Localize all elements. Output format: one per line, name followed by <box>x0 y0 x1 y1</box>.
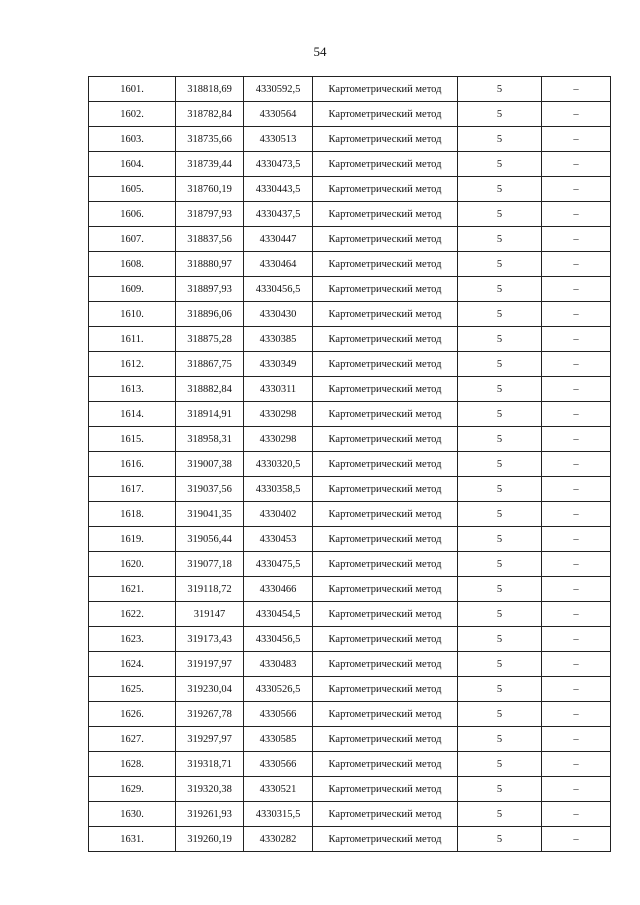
x-coordinate-cell: 319173,43 <box>176 627 244 652</box>
method-cell: Картометрический метод <box>313 602 458 627</box>
accuracy-cell: 5 <box>458 377 542 402</box>
x-coordinate-cell: 318760,19 <box>176 177 244 202</box>
x-coordinate-cell: 319056,44 <box>176 527 244 552</box>
note-cell: – <box>542 177 611 202</box>
table-row <box>89 677 611 702</box>
note-cell: – <box>542 727 611 752</box>
y-coordinate-cell: 4330358,5 <box>244 477 313 502</box>
x-coordinate-cell: 319230,04 <box>176 677 244 702</box>
y-coordinate-cell: 4330521 <box>244 777 313 802</box>
point-number-cell: 1618. <box>89 502 176 527</box>
y-coordinate-cell: 4330298 <box>244 427 313 452</box>
point-number-cell: 1605. <box>89 177 176 202</box>
note-cell: – <box>542 752 611 777</box>
note-cell: – <box>542 527 611 552</box>
accuracy-cell: 5 <box>458 252 542 277</box>
x-coordinate-cell: 318782,84 <box>176 102 244 127</box>
table-row <box>89 152 611 177</box>
point-number-cell: 1610. <box>89 302 176 327</box>
table-row <box>89 602 611 627</box>
point-number-cell: 1616. <box>89 452 176 477</box>
y-coordinate-cell: 4330385 <box>244 327 313 352</box>
y-coordinate-cell: 4330526,5 <box>244 677 313 702</box>
method-cell: Картометрический метод <box>313 127 458 152</box>
method-cell: Картометрический метод <box>313 702 458 727</box>
y-coordinate-cell: 4330298 <box>244 402 313 427</box>
table-row <box>89 177 611 202</box>
point-number-cell: 1620. <box>89 552 176 577</box>
table-row <box>89 127 611 152</box>
y-coordinate-cell: 4330464 <box>244 252 313 277</box>
accuracy-cell: 5 <box>458 627 542 652</box>
accuracy-cell: 5 <box>458 102 542 127</box>
method-cell: Картометрический метод <box>313 802 458 827</box>
method-cell: Картометрический метод <box>313 677 458 702</box>
point-number-cell: 1604. <box>89 152 176 177</box>
table-row <box>89 377 611 402</box>
method-cell: Картометрический метод <box>313 302 458 327</box>
accuracy-cell: 5 <box>458 777 542 802</box>
y-coordinate-cell: 4330443,5 <box>244 177 313 202</box>
x-coordinate-cell: 318958,31 <box>176 427 244 452</box>
point-number-cell: 1617. <box>89 477 176 502</box>
point-number-cell: 1615. <box>89 427 176 452</box>
note-cell: – <box>542 827 611 852</box>
x-coordinate-cell: 319147 <box>176 602 244 627</box>
method-cell: Картометрический метод <box>313 552 458 577</box>
note-cell: – <box>542 502 611 527</box>
table-row <box>89 627 611 652</box>
note-cell: – <box>542 252 611 277</box>
accuracy-cell: 5 <box>458 477 542 502</box>
y-coordinate-cell: 4330456,5 <box>244 627 313 652</box>
note-cell: – <box>542 102 611 127</box>
method-cell: Картометрический метод <box>313 202 458 227</box>
x-coordinate-cell: 319320,38 <box>176 777 244 802</box>
accuracy-cell: 5 <box>458 702 542 727</box>
method-cell: Картометрический метод <box>313 402 458 427</box>
point-number-cell: 1607. <box>89 227 176 252</box>
accuracy-cell: 5 <box>458 527 542 552</box>
coordinates-table-body <box>89 77 611 852</box>
accuracy-cell: 5 <box>458 502 542 527</box>
accuracy-cell: 5 <box>458 752 542 777</box>
x-coordinate-cell: 318897,93 <box>176 277 244 302</box>
y-coordinate-cell: 4330437,5 <box>244 202 313 227</box>
point-number-cell: 1626. <box>89 702 176 727</box>
x-coordinate-cell: 319197,97 <box>176 652 244 677</box>
table-row <box>89 77 611 102</box>
table-row <box>89 102 611 127</box>
y-coordinate-cell: 4330585 <box>244 727 313 752</box>
accuracy-cell: 5 <box>458 327 542 352</box>
x-coordinate-cell: 319318,71 <box>176 752 244 777</box>
note-cell: – <box>542 77 611 102</box>
point-number-cell: 1603. <box>89 127 176 152</box>
point-number-cell: 1608. <box>89 252 176 277</box>
table-row <box>89 477 611 502</box>
note-cell: – <box>542 802 611 827</box>
x-coordinate-cell: 319261,93 <box>176 802 244 827</box>
method-cell: Картометрический метод <box>313 527 458 552</box>
accuracy-cell: 5 <box>458 227 542 252</box>
point-number-cell: 1627. <box>89 727 176 752</box>
table-row <box>89 402 611 427</box>
method-cell: Картометрический метод <box>313 752 458 777</box>
note-cell: – <box>542 427 611 452</box>
x-coordinate-cell: 318797,93 <box>176 202 244 227</box>
method-cell: Картометрический метод <box>313 477 458 502</box>
accuracy-cell: 5 <box>458 202 542 227</box>
table-row <box>89 352 611 377</box>
x-coordinate-cell: 319267,78 <box>176 702 244 727</box>
point-number-cell: 1613. <box>89 377 176 402</box>
accuracy-cell: 5 <box>458 352 542 377</box>
table-row <box>89 752 611 777</box>
point-number-cell: 1614. <box>89 402 176 427</box>
accuracy-cell: 5 <box>458 427 542 452</box>
table-row <box>89 202 611 227</box>
y-coordinate-cell: 4330466 <box>244 577 313 602</box>
x-coordinate-cell: 318896,06 <box>176 302 244 327</box>
y-coordinate-cell: 4330402 <box>244 502 313 527</box>
point-number-cell: 1629. <box>89 777 176 802</box>
method-cell: Картометрический метод <box>313 577 458 602</box>
method-cell: Картометрический метод <box>313 252 458 277</box>
table-row <box>89 227 611 252</box>
accuracy-cell: 5 <box>458 827 542 852</box>
method-cell: Картометрический метод <box>313 102 458 127</box>
method-cell: Картометрический метод <box>313 77 458 102</box>
x-coordinate-cell: 318818,69 <box>176 77 244 102</box>
x-coordinate-cell: 318914,91 <box>176 402 244 427</box>
accuracy-cell: 5 <box>458 727 542 752</box>
accuracy-cell: 5 <box>458 652 542 677</box>
note-cell: – <box>542 377 611 402</box>
table-row <box>89 552 611 577</box>
method-cell: Картометрический метод <box>313 652 458 677</box>
accuracy-cell: 5 <box>458 602 542 627</box>
y-coordinate-cell: 4330483 <box>244 652 313 677</box>
accuracy-cell: 5 <box>458 277 542 302</box>
note-cell: – <box>542 202 611 227</box>
coordinates-table <box>88 76 611 852</box>
note-cell: – <box>542 152 611 177</box>
table-row <box>89 502 611 527</box>
point-number-cell: 1623. <box>89 627 176 652</box>
note-cell: – <box>542 677 611 702</box>
note-cell: – <box>542 552 611 577</box>
y-coordinate-cell: 4330564 <box>244 102 313 127</box>
accuracy-cell: 5 <box>458 452 542 477</box>
point-number-cell: 1619. <box>89 527 176 552</box>
point-number-cell: 1631. <box>89 827 176 852</box>
table-row <box>89 702 611 727</box>
method-cell: Картометрический метод <box>313 152 458 177</box>
point-number-cell: 1622. <box>89 602 176 627</box>
method-cell: Картометрический метод <box>313 627 458 652</box>
note-cell: – <box>542 702 611 727</box>
point-number-cell: 1621. <box>89 577 176 602</box>
accuracy-cell: 5 <box>458 802 542 827</box>
note-cell: – <box>542 452 611 477</box>
table-row <box>89 327 611 352</box>
accuracy-cell: 5 <box>458 77 542 102</box>
note-cell: – <box>542 302 611 327</box>
table-row <box>89 802 611 827</box>
table-row <box>89 527 611 552</box>
table-row <box>89 302 611 327</box>
note-cell: – <box>542 577 611 602</box>
x-coordinate-cell: 318735,66 <box>176 127 244 152</box>
note-cell: – <box>542 627 611 652</box>
point-number-cell: 1630. <box>89 802 176 827</box>
accuracy-cell: 5 <box>458 127 542 152</box>
note-cell: – <box>542 227 611 252</box>
accuracy-cell: 5 <box>458 402 542 427</box>
note-cell: – <box>542 277 611 302</box>
y-coordinate-cell: 4330320,5 <box>244 452 313 477</box>
x-coordinate-cell: 319118,72 <box>176 577 244 602</box>
method-cell: Картометрический метод <box>313 502 458 527</box>
page-number: 54 <box>313 44 327 59</box>
y-coordinate-cell: 4330315,5 <box>244 802 313 827</box>
note-cell: – <box>542 652 611 677</box>
accuracy-cell: 5 <box>458 677 542 702</box>
accuracy-cell: 5 <box>458 552 542 577</box>
table-row <box>89 777 611 802</box>
y-coordinate-cell: 4330349 <box>244 352 313 377</box>
point-number-cell: 1609. <box>89 277 176 302</box>
point-number-cell: 1624. <box>89 652 176 677</box>
x-coordinate-cell: 318882,84 <box>176 377 244 402</box>
table-row <box>89 452 611 477</box>
method-cell: Картометрический метод <box>313 827 458 852</box>
note-cell: – <box>542 352 611 377</box>
x-coordinate-cell: 318739,44 <box>176 152 244 177</box>
x-coordinate-cell: 318837,56 <box>176 227 244 252</box>
y-coordinate-cell: 4330447 <box>244 227 313 252</box>
method-cell: Картометрический метод <box>313 277 458 302</box>
accuracy-cell: 5 <box>458 577 542 602</box>
table-row <box>89 727 611 752</box>
point-number-cell: 1601. <box>89 77 176 102</box>
point-number-cell: 1628. <box>89 752 176 777</box>
x-coordinate-cell: 319077,18 <box>176 552 244 577</box>
method-cell: Картометрический метод <box>313 327 458 352</box>
point-number-cell: 1611. <box>89 327 176 352</box>
note-cell: – <box>542 477 611 502</box>
y-coordinate-cell: 4330282 <box>244 827 313 852</box>
x-coordinate-cell: 319041,35 <box>176 502 244 527</box>
y-coordinate-cell: 4330430 <box>244 302 313 327</box>
method-cell: Картометрический метод <box>313 452 458 477</box>
y-coordinate-cell: 4330311 <box>244 377 313 402</box>
note-cell: – <box>542 327 611 352</box>
point-number-cell: 1625. <box>89 677 176 702</box>
y-coordinate-cell: 4330592,5 <box>244 77 313 102</box>
y-coordinate-cell: 4330473,5 <box>244 152 313 177</box>
y-coordinate-cell: 4330513 <box>244 127 313 152</box>
method-cell: Картометрический метод <box>313 727 458 752</box>
accuracy-cell: 5 <box>458 177 542 202</box>
method-cell: Картометрический метод <box>313 427 458 452</box>
method-cell: Картометрический метод <box>313 777 458 802</box>
point-number-cell: 1606. <box>89 202 176 227</box>
method-cell: Картометрический метод <box>313 377 458 402</box>
method-cell: Картометрический метод <box>313 177 458 202</box>
y-coordinate-cell: 4330566 <box>244 752 313 777</box>
method-cell: Картометрический метод <box>313 227 458 252</box>
x-coordinate-cell: 318867,75 <box>176 352 244 377</box>
table-row <box>89 577 611 602</box>
x-coordinate-cell: 319007,38 <box>176 452 244 477</box>
x-coordinate-cell: 319297,97 <box>176 727 244 752</box>
note-cell: – <box>542 402 611 427</box>
table-row <box>89 427 611 452</box>
x-coordinate-cell: 318880,97 <box>176 252 244 277</box>
y-coordinate-cell: 4330456,5 <box>244 277 313 302</box>
accuracy-cell: 5 <box>458 152 542 177</box>
point-number-cell: 1602. <box>89 102 176 127</box>
x-coordinate-cell: 319037,56 <box>176 477 244 502</box>
table-row <box>89 277 611 302</box>
note-cell: – <box>542 602 611 627</box>
y-coordinate-cell: 4330454,5 <box>244 602 313 627</box>
table-row <box>89 252 611 277</box>
y-coordinate-cell: 4330453 <box>244 527 313 552</box>
note-cell: – <box>542 127 611 152</box>
point-number-cell: 1612. <box>89 352 176 377</box>
accuracy-cell: 5 <box>458 302 542 327</box>
x-coordinate-cell: 319260,19 <box>176 827 244 852</box>
table-row <box>89 652 611 677</box>
y-coordinate-cell: 4330475,5 <box>244 552 313 577</box>
method-cell: Картометрический метод <box>313 352 458 377</box>
note-cell: – <box>542 777 611 802</box>
x-coordinate-cell: 318875,28 <box>176 327 244 352</box>
table-row <box>89 827 611 852</box>
y-coordinate-cell: 4330566 <box>244 702 313 727</box>
